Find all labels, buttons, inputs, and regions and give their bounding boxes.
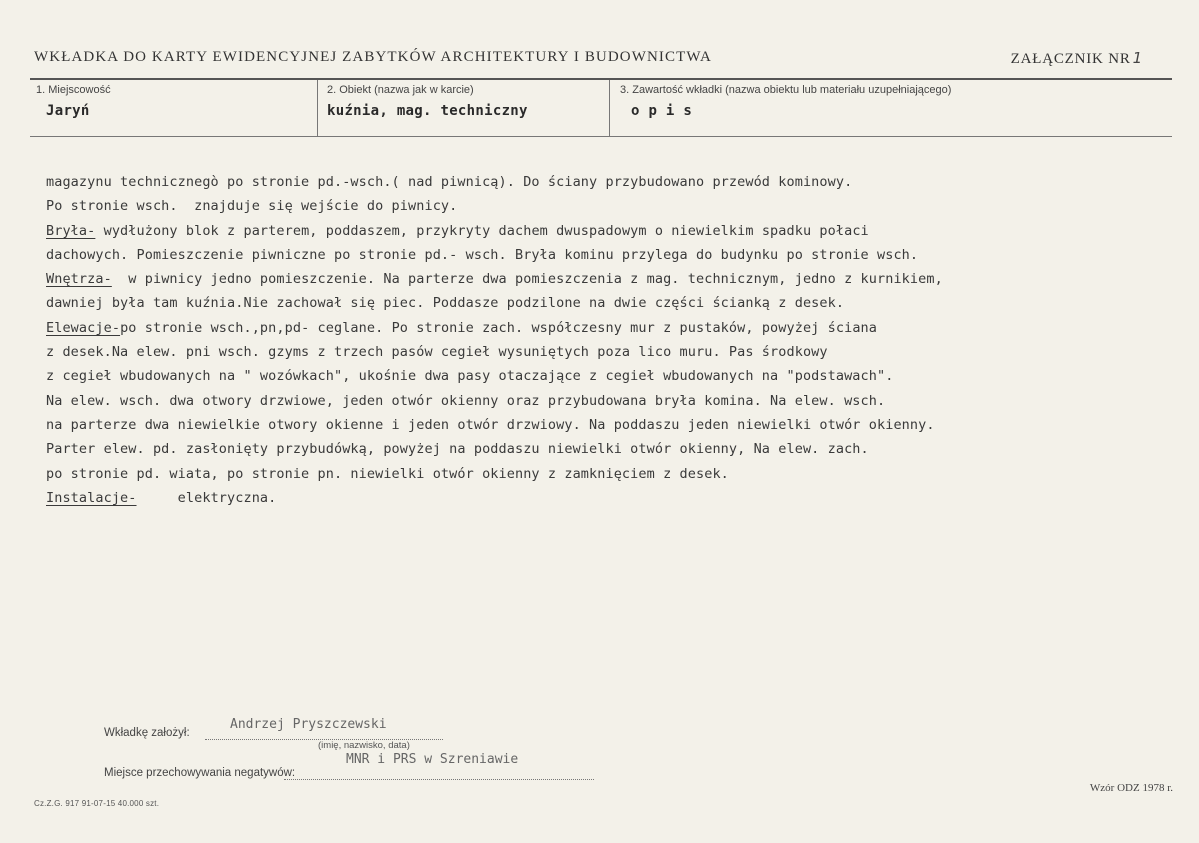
text-line: Bryła- wydłużony blok z parterem, poddaszem, przykryty dachem dwuspadowym o niewielkim spadku połaci <box>46 222 869 239</box>
field-divider <box>609 80 610 136</box>
text-line: magazynu technicznegò po stronie pd.-wsch.( nad piwnicą). Do ściany przybudowano przewód kominowy. <box>46 174 853 190</box>
storage-dotted-line <box>284 778 594 780</box>
text-line: Na elew. wsch. dwa otwory drzwiowe, jeden otwór okienny oraz przybudowana bryła komina. Na elew. wsch. <box>46 392 886 409</box>
section-heading-bryla: Bryła- <box>46 222 96 239</box>
storage-label: Miejsce przechowywania negatywów: <box>104 767 296 779</box>
text-line: na parterze dwa niewielkie otwory okienne i jeden otwór drzwiowy. Na poddaszu jeden niewielki otwór okienny. <box>46 416 935 433</box>
text-line: Parter elew. pd. zasłonięty przybudówką, powyżej na poddaszu niewielki otwór okienny, Na elew. zach. <box>46 441 869 458</box>
text-line: dachowych. Pomieszczenie piwniczne po stronie pd.- wsch. Bryła kominu przylega do budynku po stronie wsch. <box>46 246 919 263</box>
author-hint: (imię, nazwisko, data) <box>318 740 410 751</box>
text-line: Elewacje-po stronie wsch.,pn,pd- ceglane. Po stronie zach. współczesny mur z pustaków, powyżej ściana <box>46 319 878 336</box>
text-line: Po stronie wsch. znajduje się wejście do piwnicy. <box>46 198 458 215</box>
storage-value: MNR i PRS w Szreniawie <box>346 752 519 767</box>
form-model: Wzór ODZ 1978 r. <box>1089 782 1173 794</box>
text-line: po stronie pd. wiata, po stronie pn. niewielki otwór okienny z zamknięciem z desek. <box>46 465 729 482</box>
author-value: Andrzej Pryszczewski <box>230 717 387 732</box>
field-label-locality: 1. Miejscowość <box>36 84 111 96</box>
author-label: Wkładkę założył: <box>104 727 190 739</box>
header-rule <box>30 78 1172 80</box>
attachment-number <box>1011 49 1143 68</box>
field-divider <box>317 80 318 136</box>
field-label-content: 3. Zawartość wkładki (nazwa obiektu lub materiału uzupełniającego) <box>620 84 952 96</box>
attachment-label: ZAŁĄCZNIK NR <box>1010 51 1131 67</box>
attachment-handwritten-number: 1 <box>1132 49 1143 67</box>
field-label-object: 2. Obiekt (nazwa jak w karcie) <box>327 84 474 96</box>
section-heading-wnetrza: Wnętrza- <box>46 271 112 288</box>
text-line: z desek.Na elew. pni wsch. gzyms z trzech pasów cegieł wysuniętych poza lico muru. Pas środkowy <box>46 344 828 361</box>
section-heading-elewacje: Elewacje- <box>46 319 121 336</box>
text-line: dawniej była tam kuźnia.Nie zachował się piec. Poddasze podzilone na dwie części ścianką z desek. <box>46 295 845 312</box>
description-text <box>46 170 1186 510</box>
text-line: Instalacje- elektryczna. <box>46 489 277 506</box>
form-title: WKŁADKA DO KARTY EWIDENCYJNEJ ZABYTKÓW ARCHITEKTURY I BUDOWNICTWA <box>34 49 712 65</box>
fields-rule <box>30 136 1172 137</box>
field-value-locality: Jaryń <box>46 103 90 119</box>
print-code: Cz.Z.G. 917 91-07-15 40.000 szt. <box>34 799 160 808</box>
text-line: Wnętrza- w piwnicy jedno pomieszczenie. Na parterze dwa pomieszczenia z mag. technicznym, jedno z kurnikiem, <box>46 271 943 288</box>
section-heading-instalacje: Instalacje- <box>46 489 137 506</box>
field-value-object: kuźnia, mag. techniczny <box>327 103 528 119</box>
text-line: z cegieł wbudowanych na " wozówkach", ukośnie dwa pasy otaczające z cegieł wbudowanych na "podstawach". <box>46 368 894 385</box>
field-value-content: o p i s <box>631 103 693 119</box>
